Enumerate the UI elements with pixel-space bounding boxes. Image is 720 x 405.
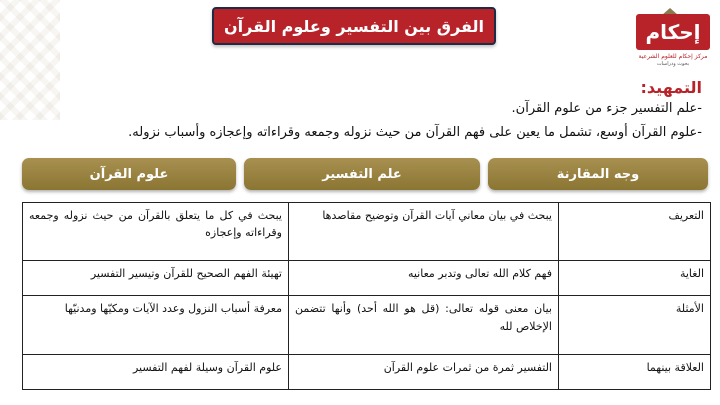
table-row bbox=[23, 296, 711, 354]
decorative-corner-pattern bbox=[0, 0, 60, 120]
intro-line-1: -علم التفسير جزء من علوم القرآن. bbox=[511, 101, 702, 116]
comparison-table bbox=[22, 202, 711, 390]
logo-tagline: بحوث ودراسات bbox=[656, 61, 690, 67]
quran-sciences-cell: علوم القرآن وسيلة لفهم التفسير bbox=[23, 354, 289, 389]
comparison-header-row bbox=[22, 158, 710, 190]
row-label: الغاية bbox=[559, 261, 711, 296]
table-row bbox=[23, 354, 711, 389]
row-label: العلاقة بينهما bbox=[559, 354, 711, 389]
header-tafsir: علم التفسير bbox=[244, 158, 480, 190]
tafsir-cell: التفسير ثمرة من ثمرات علوم القرآن bbox=[289, 354, 559, 389]
table-row bbox=[23, 203, 711, 261]
quran-sciences-cell: معرفة أسباب النزول وعدد الآيات ومكيّها ومدنيّها bbox=[23, 296, 289, 354]
quran-sciences-cell: يبحث في كل ما يتعلق بالقرآن من حيث نزوله وجمعه وقراءاته وإعجازه bbox=[23, 203, 289, 261]
slide-title-box bbox=[212, 7, 496, 45]
tafsir-cell: يبحث في بيان معاني آيات القرآن وتوضيح مقاصدها bbox=[289, 203, 559, 261]
intro-heading: التمهيد: bbox=[640, 78, 702, 97]
intro-line-2: -علوم القرآن أوسع، تشمل ما يعين على فهم القرآن من حيث نزوله وجمعه وقراءاته وإعجازه وأسباب نزوله. bbox=[128, 125, 702, 140]
header-compare: وجه المقارنة bbox=[488, 158, 708, 190]
quran-sciences-cell: تهيئة الفهم الصحيح للقرآن وتيسير التفسير bbox=[23, 261, 289, 296]
logo-subtitle: مركز إحكام للعلوم الشرعية bbox=[638, 53, 708, 60]
tafsir-cell: فهم كلام الله تعالى وتدبر معانيه bbox=[289, 261, 559, 296]
row-label: التعريف bbox=[559, 203, 711, 261]
header-quran-sciences: علوم القرآن bbox=[22, 158, 236, 190]
brand-logo bbox=[632, 8, 714, 70]
row-label: الأمثلة bbox=[559, 296, 711, 354]
slide-title: الفرق بين التفسير وعلوم القرآن bbox=[223, 16, 485, 36]
table-row bbox=[23, 261, 711, 296]
logo-mark: إحكام bbox=[636, 14, 710, 50]
tafsir-cell: بيان معنى قوله تعالى: (قل هو الله أحد) وأنها تتضمن الإخلاص لله bbox=[289, 296, 559, 354]
